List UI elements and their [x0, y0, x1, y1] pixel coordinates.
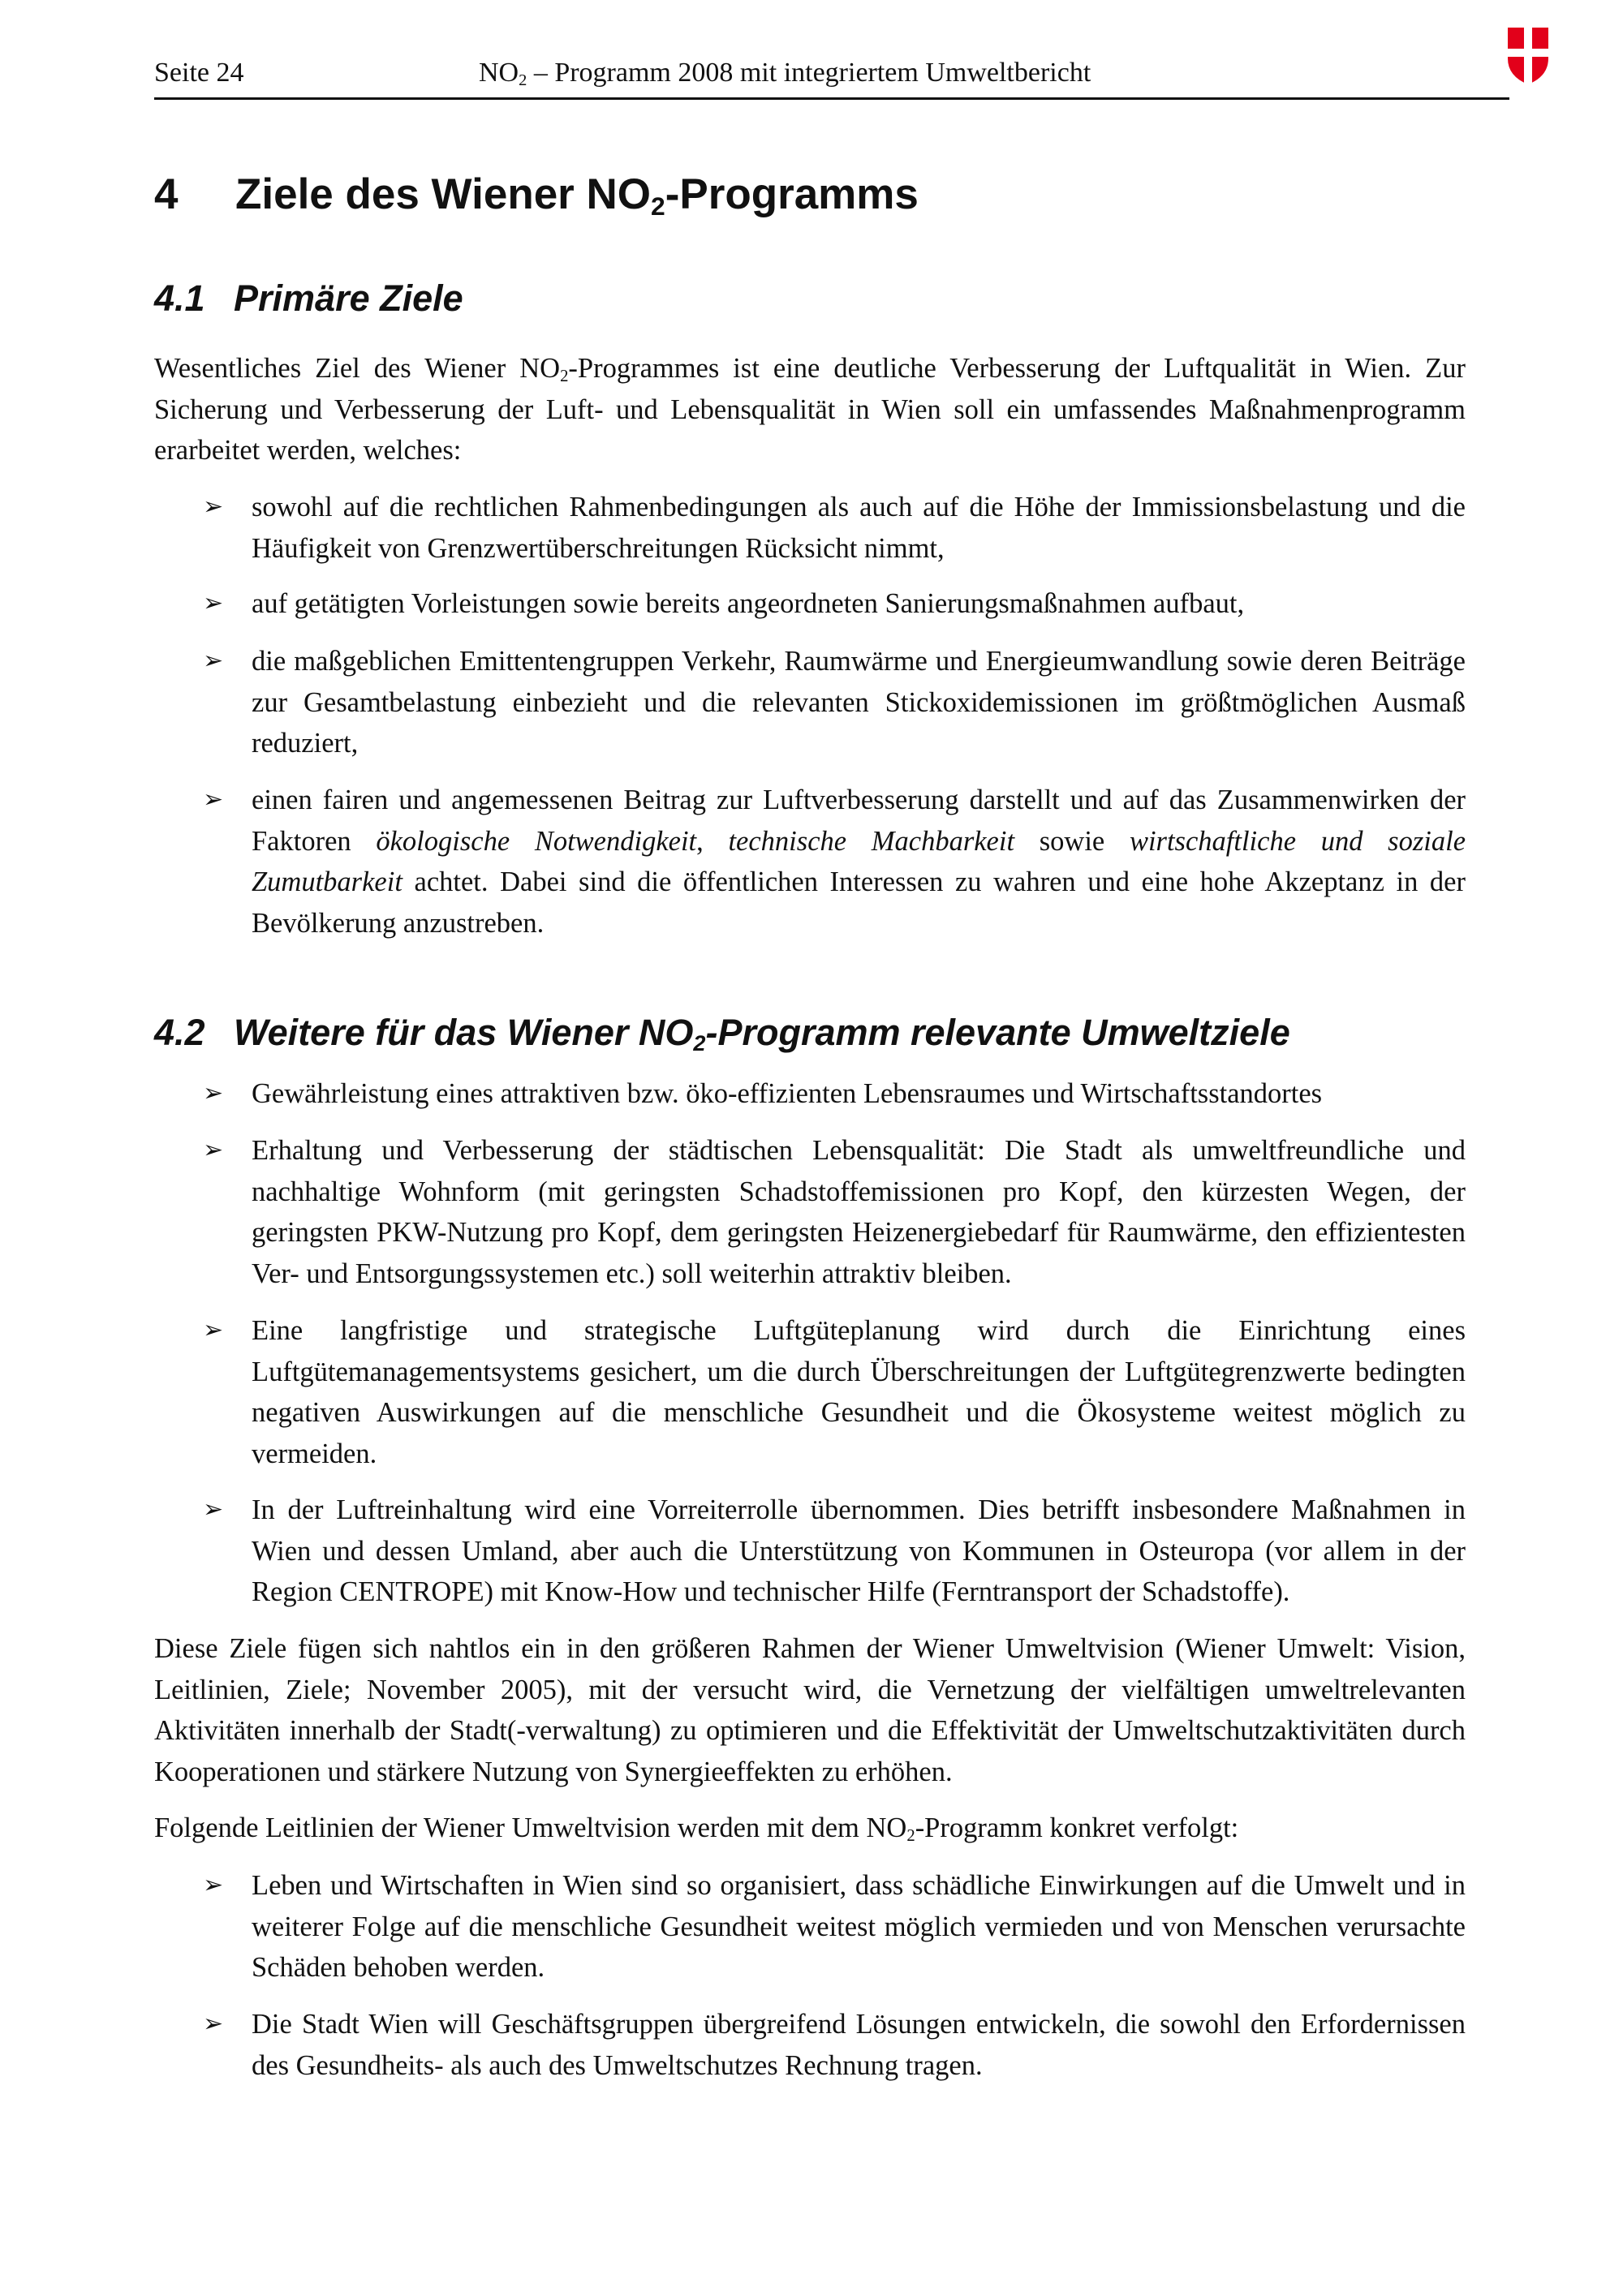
- section-title-rest: -Programm relevante Umweltziele: [705, 1012, 1290, 1053]
- chapter-title-rest: -Programms: [665, 170, 919, 218]
- arrow-bullet-icon: ➢: [203, 590, 224, 617]
- title-text: NO: [479, 58, 519, 88]
- list-item-text: Leben und Wirtschaften in Wien sind so organisiert, dass schädliche Einwirkungen auf die Umwelt und in weiterer Folge auf die menschliche Gesundheit weitest möglich vermieden und von Menschen verursachte Schäden behoben werden.: [252, 1870, 1466, 1983]
- arrow-bullet-icon: ➢: [203, 1080, 224, 1107]
- list-item-text: die maßgeblichen Emittentengruppen Verkehr, Raumwärme und Energieumwandlung sowie deren Beiträge zur Gesamtbelastung einbezieht und die relevanten Stickoxidemissionen im größtmöglichen Ausmaß reduziert,: [252, 646, 1466, 759]
- list-item-text: Eine langfristige und strategische Luftgüteplanung wird durch die Einrichtung eines Luftgütemanagementsystems gesichert, um die durch Überschreitungen der Luftgütegrenzwerte bedingten negativen Auswirkungen auf die menschliche Gesundheit und die Ökosysteme weitest möglich zu vermeiden.: [252, 1315, 1466, 1469]
- list-item-text: sowohl auf die rechtlichen Rahmenbedingungen als auch auf die Höhe der Immissionsbelastung und die Häufigkeit von Grenzwertüberschreitungen Rücksicht nimmt,: [252, 492, 1466, 564]
- header-rule: [154, 97, 1509, 100]
- section-heading-4-2: [154, 1010, 1290, 1056]
- text: Folgende Leitlinien der Wiener Umweltvision werden mit dem NO: [154, 1812, 907, 1843]
- text: -Programmes ist eine deutliche Verbesserung der Luftqualität in Wien. Zur Sicherung und Verbesserung der Luft- und Lebensqualität in Wien soll ein umfassendes Maßnahmenprogramm erarbeitet werden, welches:: [154, 353, 1466, 466]
- arrow-bullet-icon: ➢: [203, 1872, 224, 1898]
- chapter-title-sub: 2: [651, 191, 665, 221]
- text: Wesentliches Ziel des Wiener NO: [154, 353, 561, 384]
- chapter-title: Ziele des Wiener NO: [235, 170, 652, 218]
- paragraph-umweltvision: Diese Ziele fügen sich nahtlos ein in den größeren Rahmen der Wiener Umweltvision (Wiener Umwelt: Vision, Leitlinien, Ziele; November 2005), mit der versucht wird, die Vernetzung der vielfältigen umweltrelevanten Aktivitäten innerhalb der Stadt(-verwaltung) zu optimieren und die Effektivität der Umweltschutzaktivitäten durch Kooperationen und stärkere Nutzung von Synergieeffekten zu erhöhen.: [154, 1633, 1466, 1787]
- list-item: [203, 487, 1466, 569]
- italic-text: wirtschaftliche und soziale Zumutbarkeit: [252, 825, 1466, 897]
- list-item-text: In der Luftreinhaltung wird eine Vorreiterrolle übernommen. Dies betrifft insbesondere Maßnahmen in Wien und dessen Umland, aber auch die Unterstützung von Kommunen in Osteuropa (vor allem in der Region CENTROPE) mit Know-How und technischer Hilfe (Ferntransport der Schadstoffe).: [252, 1494, 1466, 1607]
- arrow-bullet-icon: ➢: [203, 786, 224, 813]
- text: -Programm konkret verfolgt:: [915, 1812, 1239, 1843]
- arrow-bullet-icon: ➢: [203, 493, 224, 520]
- paragraph-leitlinien: [154, 1808, 1466, 1849]
- chapter-heading: [154, 169, 919, 221]
- paragraph-intro: [154, 348, 1466, 471]
- list-item: [203, 1865, 1466, 1989]
- list-item-text: auf getätigten Vorleistungen sowie bereits angeordneten Sanierungsmaßnahmen aufbaut,: [252, 588, 1245, 619]
- text: achtet. Dabei sind die öffentlichen Interessen zu wahren und eine hohe Akzeptanz in der Bevölkerung anzustreben.: [252, 866, 1466, 939]
- italic-text: technische Machbarkeit: [728, 825, 1015, 857]
- chapter-number: 4: [154, 170, 179, 218]
- list-item: [203, 1310, 1466, 1474]
- sub: 2: [693, 1030, 706, 1056]
- list-item: [203, 1490, 1466, 1613]
- running-title: [479, 57, 1091, 89]
- text: sowie: [1014, 825, 1130, 857]
- text: einen fairen und angemessenen Beitrag zur Luftverbesserung darstellt und auf das Zusammenwirken der Faktoren: [252, 785, 1466, 857]
- section-title: Weitere für das Wiener NO: [234, 1012, 694, 1053]
- list-item: [203, 1073, 1466, 1115]
- arrow-bullet-icon: ➢: [203, 1137, 224, 1163]
- list-item: [203, 641, 1466, 764]
- list-item: [203, 583, 1466, 625]
- vienna-coat-of-arms-logo: [1506, 26, 1550, 86]
- title-text-rest: – Programm 2008 mit integriertem Umweltbericht: [527, 58, 1091, 88]
- list-item: [203, 780, 1466, 944]
- italic-text: ökologische Notwendigkeit: [376, 825, 697, 857]
- section-number: 4.2: [154, 1012, 205, 1053]
- title-sub: 2: [519, 71, 527, 90]
- section-number: 4.1: [154, 277, 205, 319]
- list-item-text: Die Stadt Wien will Geschäftsgruppen übergreifend Lösungen entwickeln, die sowohl den Erfordernissen des Gesundheits- als auch des Umweltschutzes Rechnung tragen.: [252, 2009, 1466, 2081]
- list-item: [203, 2004, 1466, 2086]
- arrow-bullet-icon: ➢: [203, 1496, 224, 1523]
- list-item: [203, 1130, 1466, 1294]
- arrow-bullet-icon: ➢: [203, 2010, 224, 2037]
- sub: 2: [906, 1827, 915, 1846]
- section-heading-4-1: [154, 276, 463, 321]
- arrow-bullet-icon: ➢: [203, 1317, 224, 1344]
- page-number: Seite 24: [154, 58, 244, 88]
- list-item-text: Gewährleistung eines attraktiven bzw. öko-effizienten Lebensraumes und Wirtschaftsstandortes: [252, 1078, 1323, 1109]
- text: ,: [696, 825, 729, 857]
- sub: 2: [560, 368, 569, 386]
- section-title: Primäre Ziele: [234, 277, 463, 319]
- list-item-text: Erhaltung und Verbesserung der städtischen Lebensqualität: Die Stadt als umweltfreundliche und nachhaltige Wohnform (mit geringsten Schadstoffemissionen pro Kopf, den kürzesten Wegen, der geringsten PKW-Nutzung pro Kopf, dem geringsten Heizenergiebedarf für Raumwärme, den effizientesten Ver- und Entsorgungssystemen etc.) soll weiterhin attraktiv bleiben.: [252, 1135, 1466, 1289]
- arrow-bullet-icon: ➢: [203, 647, 224, 674]
